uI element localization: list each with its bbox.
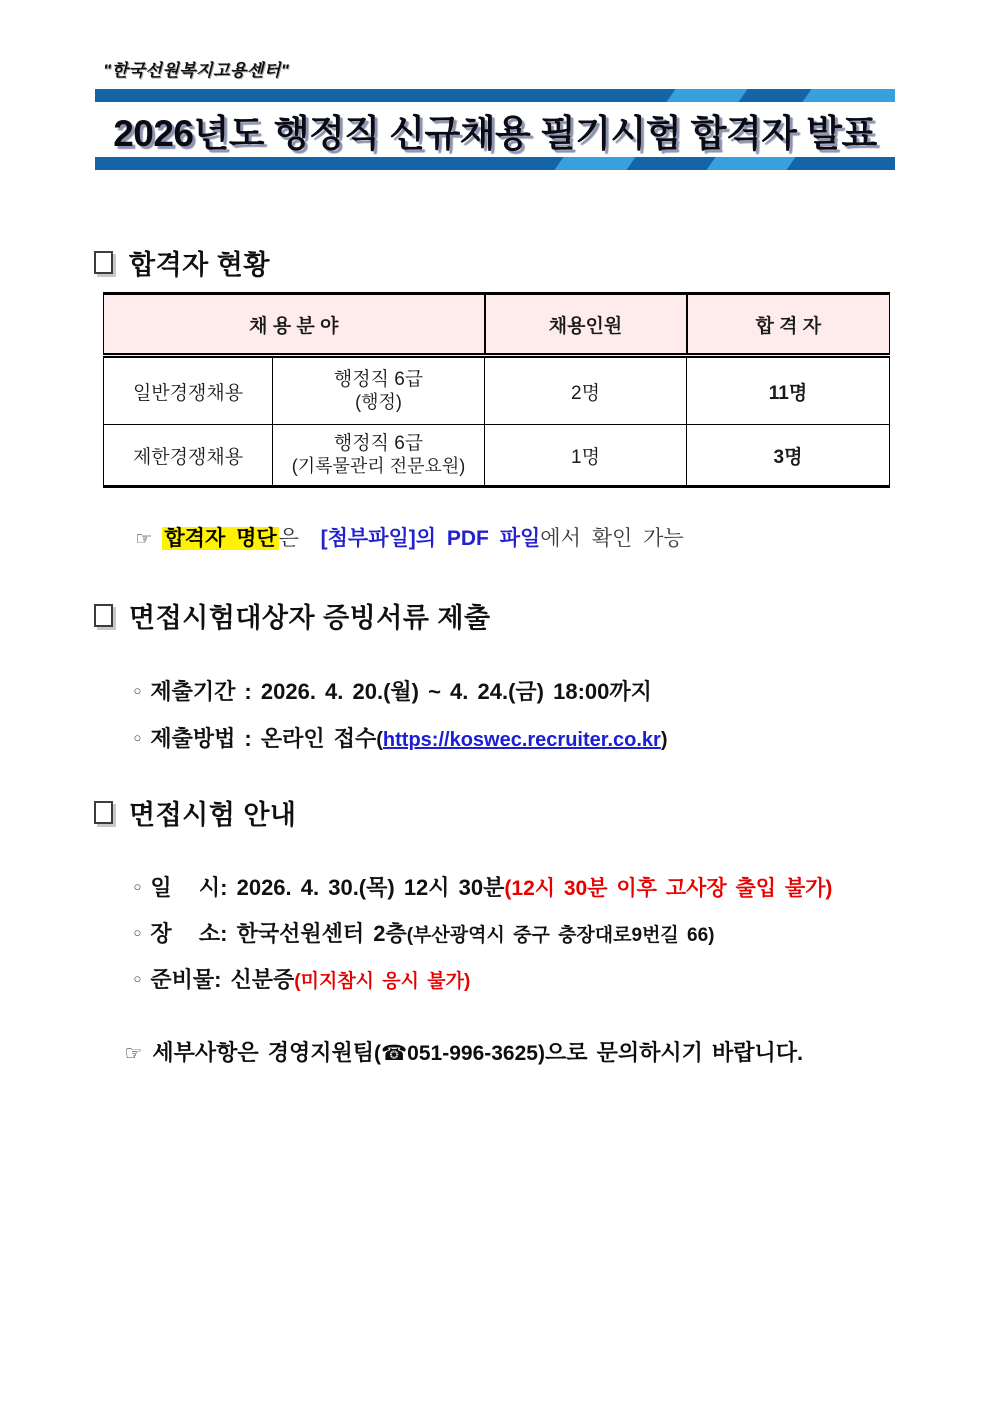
period-label: 제출기간 : bbox=[150, 679, 261, 704]
pass-status-table bbox=[103, 292, 890, 488]
bullet-circle-icon: ○ bbox=[133, 730, 142, 745]
cell-recruit-type: 제한경쟁채용 bbox=[104, 425, 273, 487]
col-header-passed: 합 격 자 bbox=[687, 294, 890, 356]
position-detail: (기록물관리 전문요원) bbox=[291, 455, 466, 476]
items-warning: (미지참시 응시 불가) bbox=[294, 971, 471, 992]
note-highlight: 합격자 명단 bbox=[164, 527, 277, 550]
cell-passed-count: 11명 bbox=[687, 356, 890, 425]
pass-list-note bbox=[92, 498, 684, 576]
items-label: 준비물: bbox=[150, 967, 222, 992]
cell-quota: 2명 bbox=[485, 356, 687, 425]
recruiter-site-link[interactable]: https://koswec.recruiter.co.kr bbox=[382, 729, 661, 751]
col-header-quota: 채용인원 bbox=[485, 294, 687, 356]
bullet-circle-icon: ○ bbox=[133, 683, 142, 698]
note-attachment-ref: [첨부파일]의 PDF 파일 bbox=[320, 527, 541, 550]
cell-position bbox=[273, 356, 485, 425]
banner-stripe bbox=[706, 157, 795, 170]
pointing-hand-icon: ☞ bbox=[135, 529, 153, 550]
period-value: 2026. 4. 20.(월) ~ 4. 24.(금) 18:00까지 bbox=[260, 679, 652, 704]
section-heading-pass-status bbox=[94, 243, 270, 282]
contact-post: 으로 문의하시기 바랍니다. bbox=[544, 1040, 804, 1065]
bullet-circle-icon: ○ bbox=[133, 879, 142, 894]
col-header-field: 채 용 분 야 bbox=[104, 294, 485, 356]
bullet-circle-icon: ○ bbox=[133, 971, 142, 986]
contact-pre: 세부사항은 경영지원팀 bbox=[152, 1040, 375, 1065]
section-heading-docs bbox=[94, 596, 491, 635]
paren-open: ( bbox=[376, 729, 383, 751]
place-value: 한국선원센터 2층 bbox=[227, 921, 407, 946]
org-logo: "한국선원복지고용센터" bbox=[103, 61, 290, 80]
section-heading-label: 합격자 현황 bbox=[129, 250, 270, 280]
cell-passed-count: 3명 bbox=[687, 425, 890, 487]
section-heading-interview bbox=[94, 793, 297, 832]
submission-method-line bbox=[97, 696, 667, 779]
contact-note bbox=[88, 1010, 803, 1093]
square-marker-icon bbox=[94, 251, 113, 274]
cell-quota: 1명 bbox=[485, 425, 687, 487]
items-value: 신분증 bbox=[221, 967, 295, 992]
position-detail: (행정) bbox=[355, 391, 402, 412]
section-heading-label: 면접시험대상자 증빙서류 제출 bbox=[129, 603, 491, 633]
bullet-circle-icon: ○ bbox=[133, 925, 142, 940]
place-label: 장 소: bbox=[150, 921, 228, 946]
banner-bottom-bar bbox=[95, 157, 895, 170]
position-grade: 행정직 6급 bbox=[333, 368, 424, 390]
cell-recruit-type: 일반경쟁채용 bbox=[104, 356, 273, 425]
table-row bbox=[104, 425, 890, 487]
position-grade: 행정직 6급 bbox=[333, 432, 424, 454]
banner-top-bar bbox=[95, 89, 895, 102]
contact-phone: (☎051-996-3625) bbox=[374, 1042, 545, 1065]
method-label: 제출방법 : 온라인 접수 bbox=[150, 726, 377, 751]
banner-stripe bbox=[554, 157, 635, 170]
square-marker-icon bbox=[94, 801, 113, 824]
banner-stripe bbox=[802, 89, 895, 102]
table-header-row bbox=[104, 294, 890, 356]
table-row bbox=[104, 356, 890, 425]
square-marker-icon bbox=[94, 604, 113, 627]
section-heading-label: 면접시험 안내 bbox=[129, 800, 297, 830]
datetime-label: 일 시: bbox=[150, 875, 228, 900]
interview-items-line bbox=[97, 937, 470, 1020]
banner-stripe bbox=[666, 89, 747, 102]
pointing-hand-icon: ☞ bbox=[124, 1043, 143, 1065]
note-mid: 은 bbox=[278, 527, 321, 550]
place-address: (부산광역시 중구 충장대로9번길 66) bbox=[406, 925, 715, 946]
datetime-warning: (12시 30분 이후 고사장 출입 불가) bbox=[504, 877, 833, 900]
cell-position bbox=[273, 425, 485, 487]
note-tail: 에서 확인 가능 bbox=[540, 527, 684, 550]
paren-close: ) bbox=[660, 729, 668, 751]
datetime-value: 2026. 4. 30.(목) 12시 30분 bbox=[227, 875, 505, 900]
page-title: 2026년도 행정직 신규채용 필기시험 합격자 발표 bbox=[113, 112, 877, 154]
